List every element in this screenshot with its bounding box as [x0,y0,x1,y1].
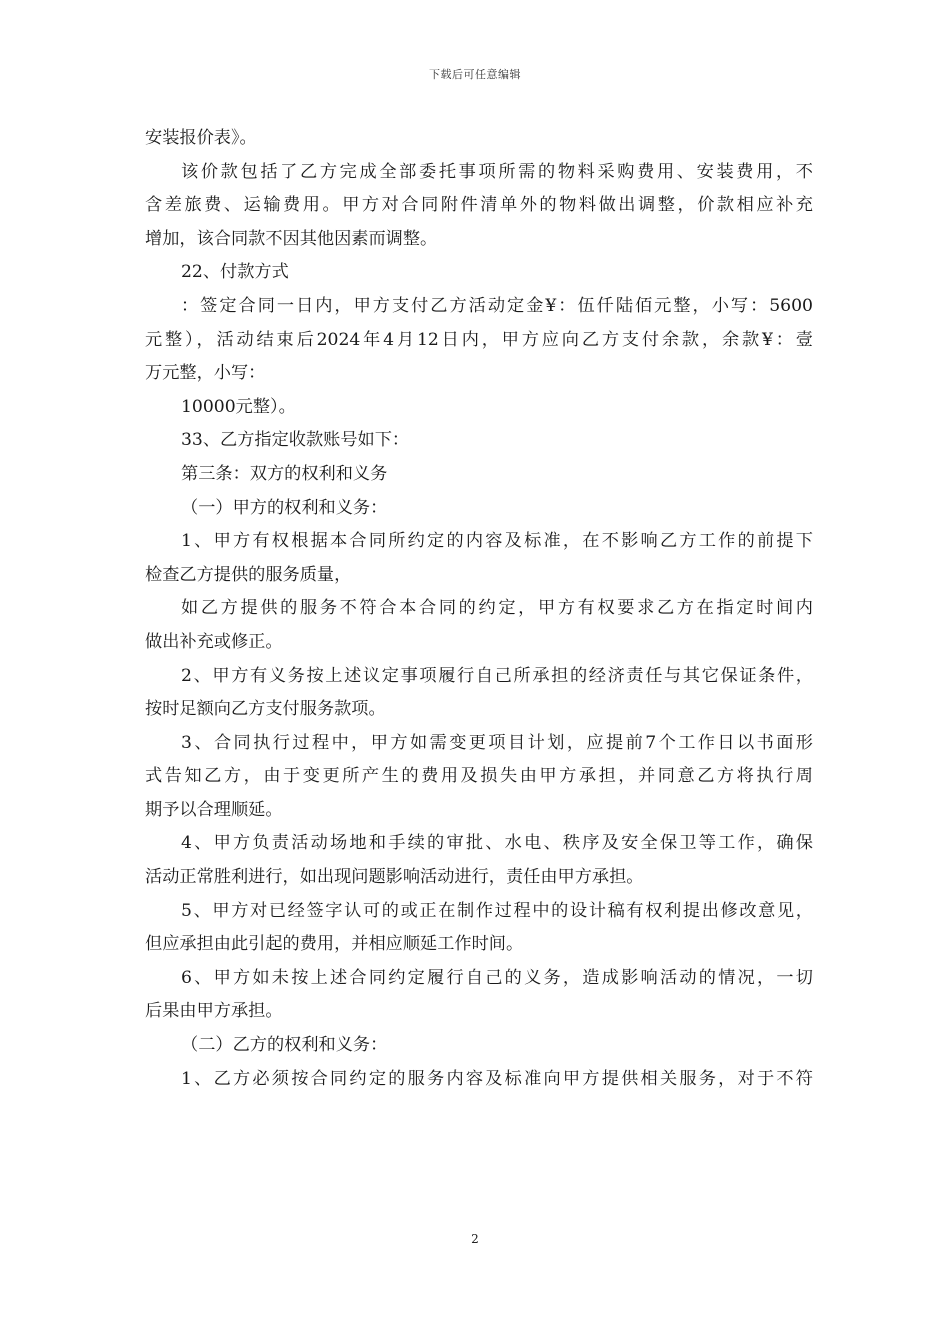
text-line: 第三条：双方的权利和义务 [181,463,388,484]
text-line: 33、乙方指定收款账号如下： [181,430,410,451]
text-line: 期予以合理顺延。 [145,799,283,820]
text-line: （一）甲方的权利和义务： [181,497,388,518]
text-line: 1、甲方有权根据本合同所约定的内容及标准，在不影响乙方工作的前提下 [181,531,813,552]
text-line: 活动正常胜利进行，如出现问题影响活动进行，责任由甲方承担。 [145,867,644,888]
text-line: 安装报价表》。 [145,128,257,148]
text-line: 后果由甲方承担。 [145,1001,283,1022]
text-line: 按时足额向乙方支付服务款项。 [145,699,386,720]
text-line: 该价款包括了乙方完成全部委托事项所需的物料采购费用、安装费用，不 [181,161,813,182]
document-body [145,122,813,1096]
text-line: 10000元整）。 [181,396,296,417]
text-line: 3、合同执行过程中，甲方如需变更项目计划，应提前7个工作日以书面形 [181,732,813,753]
text-line: ：签定合同一日内，甲方支付乙方活动定金¥：伍仟陆佰元整，小写：5600 [181,295,813,316]
text-line: 万元整，小写： [145,363,266,384]
text-line: 但应承担由此引起的费用，并相应顺延工作时间。 [145,934,524,955]
text-line: 5、甲方对已经签字认可的或正在制作过程中的设计稿有权利提出修改意见， [181,900,813,921]
text-line: 做出补充或修正。 [145,631,283,652]
text-line: 增加，该合同款不因其他因素而调整。 [145,228,438,249]
page-number: 2 [471,1232,479,1246]
text-line: 检查乙方提供的服务质量， [145,564,352,585]
page-header: 下载后可任意编辑 [429,68,521,81]
text-line: 2、甲方有义务按上述议定事项履行自己所承担的经济责任与其它保证条件， [181,665,813,686]
text-line: 4、甲方负责活动场地和手续的审批、水电、秩序及安全保卫等工作，确保 [181,833,813,854]
text-line: 如乙方提供的服务不符合本合同的约定，甲方有权要求乙方在指定时间内 [181,598,813,619]
text-line: 含差旅费、运输费用。甲方对合同附件清单外的物料做出调整，价款相应补充 [145,195,813,216]
text-line: 式告知乙方，由于变更所产生的费用及损失由甲方承担，并同意乙方将执行周 [145,766,813,787]
text-line: 6、甲方如未按上述合同约定履行自己的义务，造成影响活动的情况，一切 [181,967,813,988]
text-line: （二）乙方的权利和义务： [181,1035,388,1056]
text-line: 1、乙方必须按合同约定的服务内容及标准向甲方提供相关服务，对于不符 [181,1068,813,1089]
text-line: 元整），活动结束后2024年4月12日内，甲方应向乙方支付余款，余款¥：壹 [145,329,813,350]
text-line: 22、付款方式 [181,262,289,283]
